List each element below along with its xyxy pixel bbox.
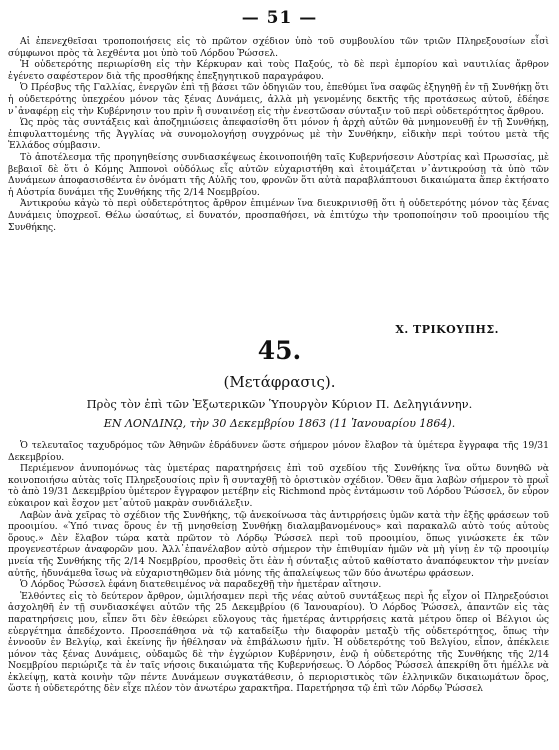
document-number: 45. bbox=[257, 336, 302, 365]
dateline: ΕΝ ΛΟΝΔΙΝῼ, τὴν 30 Δεκεμβρίου 1863 (11 Ἰανουαρίου 1864). bbox=[103, 417, 456, 430]
paragraph: Περιέμενον ἀνυπομόνως τὰς ὑμετέρας παρατηρήσεις ἐπὶ τοῦ σχεδίου τῆς Συνθήκης ἵνα οὕτω δυνηθῶ νὰ κοινοποιήσω αὐτὰς τοῖς Πληρεξουσίοις πρὶν ἢ συνταχθῇ τὸ ὁριστικὸν σχέδιον. Ὅθεν ἅμα λαβὼν σήμερον τὸ πρωῒ τὸ ἀπὸ 19/31 Δεκεμβρίου ὑμέτερον ἔγγραφον μετέβην εἰς Richmond πρὸς ἐντάμωσιν τοῦ Λόρδου Ῥώσσελ, ὅν εὗρον εὐκαιρον καὶ ἔσχον μετ᾽αὐτοῦ μακρὰν συνδιάλεξιν. bbox=[8, 463, 549, 509]
paragraph: Τὸ ἀποτέλεσμα τῆς προηγηθείσης συνδιασκέψεως ἐκοινοποιήθη ταῖς Κυβερνήσεσιν Αὐστρίας καὶ Πρωσσίας, μὲ βεβαιοῖ δὲ ὅτι ὁ Κόμης Ἀππονοὶ οὐδόλως εἶς αὐτῶν εὐχαριστήθη καὶ ἑτοιμάζεται ν᾽ἀντικρούσῃ τὰ ὑπὸ τῶν Δυνάμεων ἀποφασισθέντα ἐν ὀνόματι τῆς Αὐλῆς του, φρονῶν ὅτι αὐτὰ παραβλάπτουσι δικαιώματα ἅπερ ἐκτήσατο ἡ Αὐστρία δυνάμει τῆς Συνθήκης τῆς 2/14 Νοεμβρίου. bbox=[8, 151, 549, 198]
signature: Χ. ΤΡΙΚΟΥΠΗΣ. bbox=[395, 323, 499, 336]
paragraph: Λαβὼν ἀνὰ χεῖρας τὸ σχέδιον τῆς Συνθήκης, τῷ ἀνεκοίνωσα τὰς ἀντιρρήσεις ὑμῶν κατὰ τὴν ἑξῆς φράσεων τοῦ προοιμίου. «Ὑπό τινας ὅρους ἐν τῇ μνησθείσῃ Συνθήκῃ διαλαμβανομένους» καὶ παρακαλῶ αὐτὸ τούς αὐτοὺς ὅρους.» Δὲν ἔλαβον τώρα κατὰ πρῶτον τὸ Λόρδῳ Ῥώσσελ περὶ τοῦ προοιμίου, ὅπως γινώσκετε ἐκ τῶν προγενεστέρων ἀναφορῶν μου. Ἀλλ᾽ἐπανέλαβον αὐτὸ σήμερον τὴν ἐπιθυμίαν ἡμῶν νὰ μὴ γίνῃ ἐν τῷ προοιμίῳ μνεία τῆς Συνθήκης τῆς 2/14 Νοεμβρίου, προσθεὶς ὅτι ἐὰν ἡ σύνταξις αὐτοῦ καθίστατο ἀναπόφευκτον τὴν μνείαν αὐτῆς, ἠδυνάμεθα ἴσως νὰ εὐχαριστηθῶμεν διὰ μόνης τῆς ἀπαλείψεως τῶν δύο ἀνωτέρω φράσεων. bbox=[8, 509, 549, 579]
paragraph: Αἱ ἐπενεχθεῖσαι τροποποιήσεις εἰς τὸ πρῶτον σχέδιον ὑπὸ τοῦ συμβουλίου τῶν τριῶν Πληρεξουσίων εἶσὶ σύμφωνοι πρὸς τὰ λεχθέντα μοι ὑπὸ τοῦ Λόρδου Ῥώσσελ. bbox=[8, 36, 549, 59]
paragraph: Ὁ Πρέσβυς τῆς Γαλλίας, ἐνεργῶν ἐπὶ τῇ βάσει τῶν ὁδηγιῶν του, ἐπεθύμει ἵνα σαφῶς ἐξηγηθῇ ἐν τῇ Συνθήκῃ ὅτι ἡ οὐδετερότης ὑπεχρέου μόνον τὰς ξένας Δυνάμεις, ἀλλὰ μὴ γενομένης δεκτῆς τῆς προτάσεως αὐτοῦ, ἐδέησε ν᾽ἀναφέρῃ εἰς τὴν Κυβέρνησιν του πρὶν ἢ συναινέσῃ εἰς τὴν ἐνεστῶσαν σύνταξιν τοῦ περὶ οὐδετερότητος ἄρθρου. bbox=[8, 82, 549, 117]
paragraph: Ὡς πρὸς τὰς συντάξεις καὶ ἀποζημιώσεις ἀπεφασίσθη ὅτι μόνον ἡ ἀρχὴ αὐτῶν θὰ μνημονευθῇ ἐν τῇ Συνθήκῃ, ἐπιφυλαττομένης τῆς Ἀγγλίας νὰ συνομολογήσῃ συγχρόνως μὲ τὴν Συνθήκην, εἰδικὴν περὶ τούτου μετὰ τῆς Ἑλλάδος σύμβασιν. bbox=[8, 117, 549, 152]
paragraph: Ὁ Λόρδος Ῥώσσελ ἐφάνη διατεθειμένος νὰ παραδεχθῇ τὴν ἡμετέραν αἴτησιν. bbox=[20, 579, 382, 591]
paragraph: Ὁ τελευταῖος ταχυδρόμος τῶν Ἀθηνῶν ἐδράδυνεν ὥστε σήμερον μόνον ἔλαβον τὰ ὑμέτερα ἔγγραφα τῆς 19/31 Δεκεμβρίου. bbox=[8, 440, 549, 463]
paragraph: Ἐλθόντες εἰς τὸ δεύτερον ἄρθρον, ὡμιλήσαμεν περὶ τῆς νέας αὐτοῦ συντάξεως περὶ ἧς εἶχον οἱ Πληρεξούσιοι ἀσχοληθῆ ἐν τῇ συνδιασκέψει αὐτῶν τῆς 25 Δεκεμβρίου (6 Ἰανουαρίου). Ὁ Λόρδος Ῥώσσελ, ἀπαντῶν εἰς τὰς παρατηρήσεις μου, εἶπεν ὅτι δὲν ἐθεώρει εὔλογους τὰς ἡμετέρας ἀντιρρήσεις κατὰ μέτρου ὅπερ οἱ Βέλγιοι ὡς εὐεργέτημα ἀπεδέχοντο. Προσεπάθησα νὰ τῷ καταδείξω τὴν διαφορὰν μεταξὺ τῆς οὐδετερότητος, ὅπως τὴν ἐννοοῦν ἐν Βελγίῳ, καὶ ἐκείνης ἣν ἠθέλησαν νὰ ἐπιβάλωσιν ἡμῖν. Ἡ οὐδετερότης τοῦ Βελγίου, εἶπον, ἀπέκλειε μόνον τὰς ξένας Δυνάμεις, οὐδαμῶς δὲ τὴν ἐγχώριον Κυβέρνησιν, ἐνῷ ἡ οὐδετερότης τῆς Συνθήκης τῆς 2/14 Νοεμβρίου περιώριζε τὰ ἐν ταῖς νήσοις δικαιώματα τῆς Κυβερνήσεως. Ὁ Λόρδος Ῥώσσελ ἀπεκρίθη ὅτι ἠμέλλε νὰ ἐκλείψῃ, κατὰ κοινὴν τῶν πέντε Δυνάμεων συγκατάθεσιν, ὁ περιοριστικὸς τῶν ἑλληνικῶν δικαιωμάτων ὅρος, ὥστε ἡ οὐδετερότης δὲν εἶχε πλέον τὸν ἀνωτέρω χαρακτῆρα. Παρετήρησα τῷ ἐπὶ τῶν Λόρδῳ Ῥώσσελ bbox=[8, 590, 549, 695]
page-number: — 51 — bbox=[241, 8, 318, 28]
document-title: (Μετάφρασις). bbox=[223, 373, 336, 391]
paragraph: Ἡ οὐδετερότης περιωρίσθη εἰς τὴν Κέρκυραν καὶ τοὺς Παξούς, τὸ δὲ περὶ ἐμπορίου καὶ ναυτιλίας ἄρθρον ἐγένετο σαφέστερον διὰ τῆς προσθήκης ἐπεξηγητικοῦ παραγράφου. bbox=[8, 59, 549, 82]
body-text-block bbox=[8, 440, 549, 695]
recipient-line: Πρὸς τὸν ἐπὶ τῶν Ἐξωτερικῶν Ὑπουργὸν Κύριον Π. Δεληγιάννην. bbox=[86, 397, 473, 411]
top-text-block bbox=[8, 36, 549, 233]
paragraph: Ἀντικρούω κἀγὼ τὸ περὶ οὐδετερότητος ἄρθρον ἐπιμένων ἵνα διευκρινισθῇ ὅτι ἡ οὐδετερότης μόνον τὰς ξένας Δυνάμεις ὑποχρεοῖ. Θέλω ὡσαύτως, εἰ δυνατόν, προσπαθήσει, νὰ ἐπιτύχω τὴν τροποποίησιν τοῦ προοιμίου τῆς Συνθήκης. bbox=[8, 198, 549, 233]
